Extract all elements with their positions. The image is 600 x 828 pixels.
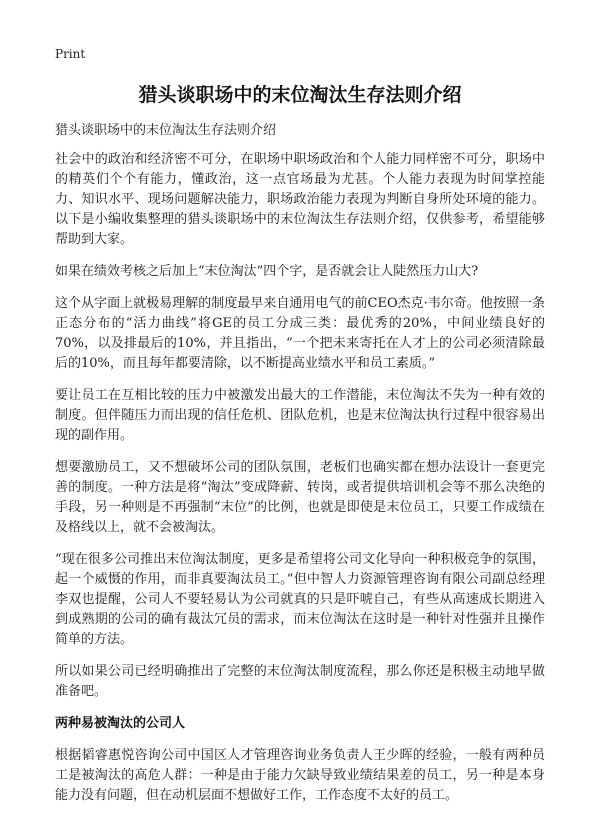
paragraph-pressure: 要让员工在互相比较的压力中被激发出最大的工作潜能，末位淘汰不失为一种有效的制度。但伴随压力而出现的信任危机、团队危机，也是末位淘汰执行过程中很容易出现的副作用。 [55, 388, 545, 443]
paragraph-ge-origin: 这个从字面上就极易理解的制度最早来自通用电气的前CEO杰克·韦尔奇。他按照一条正态分布的“活力曲线”将GE的员工分成三类：最优秀的20%，中间业绩良好的70%，以及排最后的10%，并且指出，“一个把未来寄托在人才上的公司必须清除最后的10%，而且每年都要清除，以不断提高业绩水平和员工素质。” [55, 296, 545, 371]
paragraph-motivation: 想要激励员工，又不想破坏公司的团队氛围，老板们也确实都在想办法设计一套更完善的制度。一种方法是将“淘汰”变成降薪、转岗，或者提供培训机会等不那么决绝的手段，另一种则是不再强制“末位”的比例，也就是即使是末位员工，只要工作成绩在及格线以上，就不会被淘汰。 [55, 460, 545, 535]
print-link[interactable]: Print [55, 47, 86, 61]
article-subtitle: 猎头谈职场中的末位淘汰生存法则介绍 [55, 123, 277, 138]
paragraph-prepare: 所以如果公司已经明确推出了完整的末位淘汰制度流程，那么你还是积极主动地早做准备吧。 [55, 664, 545, 699]
page-title: 猎头谈职场中的末位淘汰生存法则介绍 [138, 84, 462, 106]
article-body [55, 150, 545, 818]
paragraph-high-risk: 根据韬睿惠悦咨询公司中国区人才管理咨询业务负责人王少晖的经验，一般有两种员工是被淘汰的高危人群：一种是由于能力欠缺导致业绩结果差的员工，另一种是本身能力没有问题，但在动机层面不想做好工作，工作态度不太好的员工。 [55, 748, 545, 803]
paragraph-question: 如果在绩效考核之后加上“末位淘汰”四个字，是否就会让人陡然压力山大? [55, 264, 479, 279]
section-heading: 两种易被淘汰的公司人 [55, 716, 186, 731]
paragraph-quote: “现在很多公司推出末位淘汰制度，更多是希望将公司文化导向一种积极竞争的氛围，起一个威慑的作用，而非真要淘汰员工。”但中智人力资源管理咨询有限公司副总经理李双也提醒，公司人不要轻易认为公司就真的只是吓唬自己，有些从高速成长期进入到成熟期的公司的确有裁汰冗员的需求，而末位淘汰在这时是一种针对性强并且操作简单的方法。 [55, 552, 545, 647]
paragraph-intro: 社会中的政治和经济密不可分，在职场中职场政治和个人能力同样密不可分，职场中的精英们个个有能力，懂政治，这一点官场最为尤甚。个人能力表现为时间掌控能力、知识水平、现场问题解决能力，职场政治能力表现为判断自身所处环境的能力。以下是小编收集整理的猎头谈职场中的末位淘汰生存法则介绍，仅供参考，希望能够帮助到大家。 [55, 152, 545, 247]
